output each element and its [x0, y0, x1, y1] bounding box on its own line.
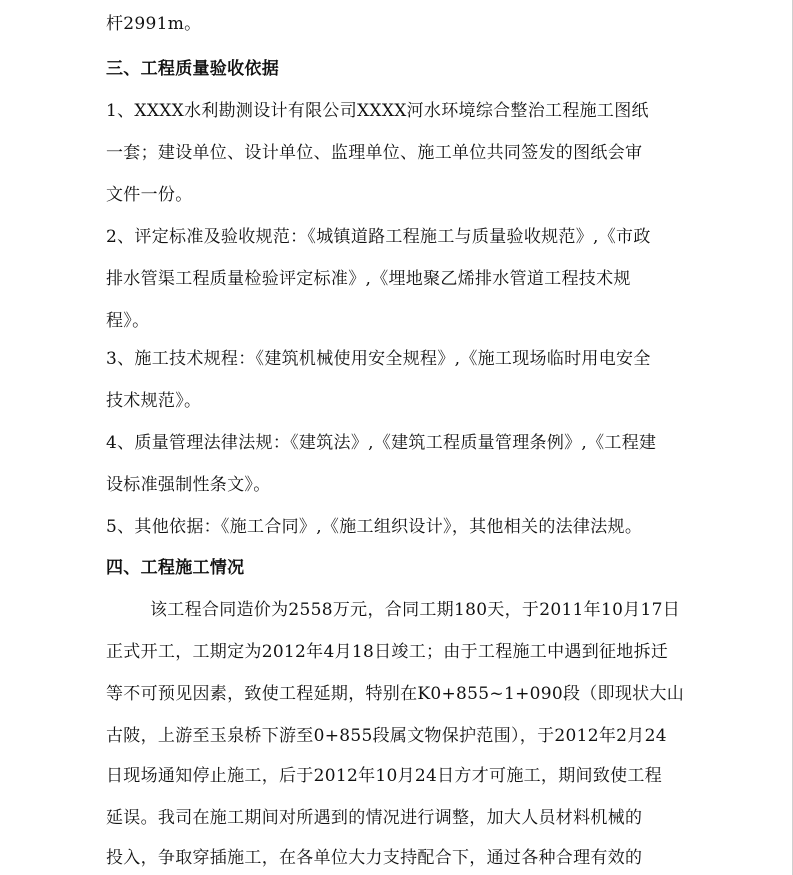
- text-line-16: 正式开工，工期定为2012年4月18日竣工；由于工程施工中遇到征地拆迁: [106, 642, 669, 662]
- text-line-7: 排水管渠工程质量检验评定标准》,《埋地聚乙烯排水管道工程技术规: [106, 269, 631, 289]
- text-line-8: 程》。: [106, 311, 150, 331]
- text-line-17: 等不可预见因素，致使工程延期，特别在K0+855~1+090段（即现状大山: [106, 684, 685, 704]
- section-heading-3: 三、工程质量验收依据: [106, 59, 279, 79]
- text-line-1: 杆2991m。: [106, 14, 202, 34]
- text-line-3: 1、XXXX水利勘测设计有限公司XXXX河水环境综合整治工程施工图纸: [106, 101, 649, 121]
- text-line-15: 该工程合同造价为2558万元，合同工期180天，于2011年10月17日: [150, 600, 681, 620]
- text-line-12: 设标准强制性条文》。: [106, 475, 271, 495]
- text-line-9: 3、施工技术规程：《建筑机械使用安全规程》,《施工现场临时用电安全: [106, 349, 651, 369]
- text-line-13: 5、其他依据：《施工合同》,《施工组织设计》，其他相关的法律法规。: [106, 517, 643, 537]
- text-line-18: 古陂，上游至玉泉桥下游至0+855段属文物保护范围），于2012年2月24: [106, 726, 667, 746]
- section-heading-4: 四、工程施工情况: [106, 558, 245, 578]
- text-line-21: 投入，争取穿插施工，在各单位大力支持配合下，通过各种合理有效的: [106, 848, 643, 868]
- text-line-4: 一套；建设单位、设计单位、监理单位、施工单位共同签发的图纸会审: [106, 143, 643, 163]
- text-line-11: 4、质量管理法律法规：《建筑法》,《建筑工程质量管理条例》,《工程建: [106, 433, 657, 453]
- text-line-20: 延误。我司在施工期间对所遇到的情况进行调整，加大人员材料机械的: [106, 808, 643, 828]
- text-line-19: 日现场通知停止施工，后于2012年10月24日方才可施工，期间致使工程: [106, 766, 663, 786]
- text-line-10: 技术规范》。: [106, 391, 202, 411]
- text-line-6: 2、评定标准及验收规范：《城镇道路工程施工与质量验收规范》,《市政: [106, 227, 651, 247]
- text-line-5: 文件一份。: [106, 185, 193, 205]
